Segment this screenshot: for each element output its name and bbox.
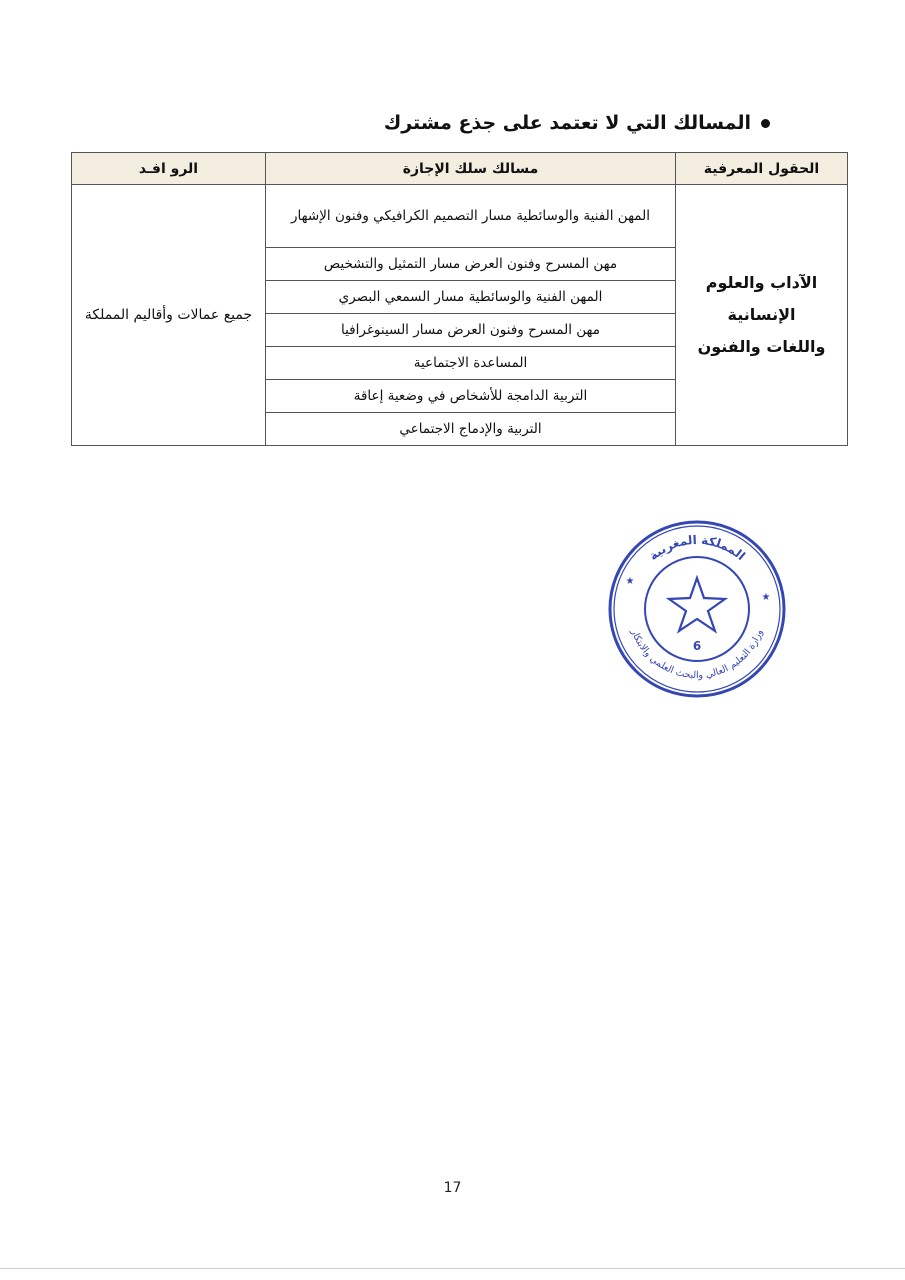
table-header-row [72,153,848,185]
stamp-star-right: ★ [761,592,771,603]
svg-text:وزارة التعليم العالي والبحث ال [628,627,765,681]
svg-text:المملكة المغربية [646,533,748,563]
track-cell: المهن الفنية والوسائطية مسار التصميم الكرافيكي وفنون الإشهار [266,185,676,248]
field-line: واللغات والفنون [697,337,826,356]
field-line: الآداب والعلوم [705,273,818,292]
track-cell: مهن المسرح وفنون العرض مسار السينوغرافيا [266,314,676,347]
section-heading [384,112,770,134]
section-heading-text: المسالك التي لا تعتمد على جذع مشترك [383,112,751,134]
star-emblem [669,578,725,631]
track-cell: التربية والإدماج الاجتماعي [266,413,676,446]
tracks-table [71,152,848,446]
bullet-icon [761,119,770,128]
track-cell: المساعدة الاجتماعية [266,347,676,380]
footer-divider [0,1268,905,1269]
stamp-star-left: ★ [625,576,635,587]
header-regions: الرو افـد [72,153,266,185]
stamp-number: 6 [692,639,702,653]
header-tracks: مسالك سلك الإجازة [266,153,676,185]
field-line: الإنسانية [727,305,796,324]
track-cell: مهن المسرح وفنون العرض مسار التمثيل والتشخيص [266,248,676,281]
official-stamp [606,518,788,700]
stamp-bottom-text: وزارة التعليم العالي والبحث العلمي والابتكار [628,628,766,681]
field-cell [676,185,848,446]
page-number: 17 [443,1180,462,1196]
track-cell: التربية الدامجة للأشخاص في وضعية إعاقة [266,380,676,413]
regions-cell: جميع عمالات وأقاليم المملكة [72,185,266,446]
table-row [72,185,848,248]
header-field: الحقول المعرفية [676,153,848,185]
stamp-top-text: المملكة المغربية [646,532,748,564]
track-cell: المهن الفنية والوسائطية مسار السمعي البصري [266,281,676,314]
